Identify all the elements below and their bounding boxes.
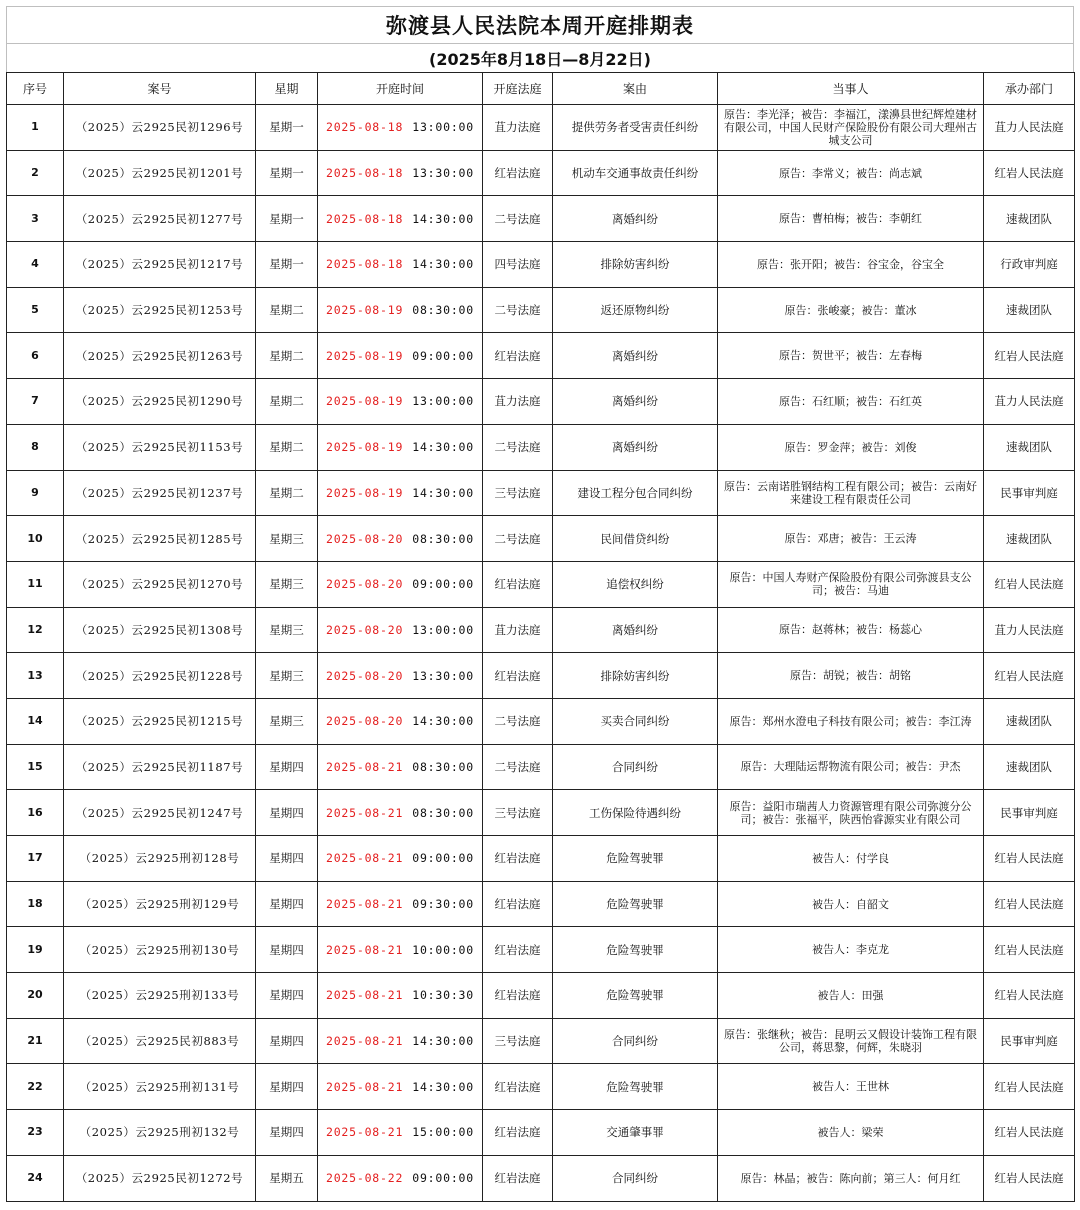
hearing-date: 2025-08-21 <box>325 897 404 912</box>
case-cause-cell: 工伤保险待遇纠纷 <box>553 790 718 836</box>
department-cell: 速裁团队 <box>984 516 1075 562</box>
weekday-cell: 星期四 <box>256 1018 318 1064</box>
hearing-clock-time: 09:00:00 <box>412 851 475 866</box>
case-cause-cell: 合同纠纷 <box>553 1018 718 1064</box>
case-number-cell: （2025）云2925刑初128号 <box>64 836 256 882</box>
row-number-cell: 19 <box>7 927 64 973</box>
department-cell: 民事审判庭 <box>984 790 1075 836</box>
weekday-cell: 星期一 <box>256 196 318 242</box>
hearing-clock-time: 13:30:00 <box>412 668 475 683</box>
table-row <box>7 927 1075 973</box>
header-courtroom: 开庭法庭 <box>483 73 553 105</box>
table-row <box>7 150 1075 196</box>
department-cell: 速裁团队 <box>984 196 1075 242</box>
hearing-time-cell <box>318 287 483 333</box>
hearing-time-cell <box>318 653 483 699</box>
table-row <box>7 881 1075 927</box>
case-number-cell: （2025）云2925刑初130号 <box>64 927 256 973</box>
case-cause-cell: 合同纠纷 <box>553 1155 718 1201</box>
row-number-cell: 21 <box>7 1018 64 1064</box>
weekday-cell: 星期三 <box>256 698 318 744</box>
table-row <box>7 561 1075 607</box>
weekday-cell: 星期四 <box>256 1110 318 1156</box>
weekday-cell: 星期一 <box>256 150 318 196</box>
hearing-clock-time: 14:30:00 <box>412 211 475 226</box>
weekday-cell: 星期四 <box>256 790 318 836</box>
hearing-time-cell <box>318 1064 483 1110</box>
parties-cell: 原告：郑州水澄电子科技有限公司；被告：李江涛 <box>718 698 984 744</box>
hearing-clock-time: 09:00:00 <box>412 1171 475 1186</box>
weekday-cell: 星期四 <box>256 836 318 882</box>
table-row <box>7 1064 1075 1110</box>
hearing-time-cell <box>318 607 483 653</box>
case-number-cell: （2025）云2925民初1228号 <box>64 653 256 699</box>
row-number-cell: 17 <box>7 836 64 882</box>
weekday-cell: 星期三 <box>256 607 318 653</box>
case-number-cell: （2025）云2925民初883号 <box>64 1018 256 1064</box>
courtroom-cell: 二号法庭 <box>483 516 553 562</box>
parties-cell: 原告：益阳市瑞茜人力资源管理有限公司弥渡分公司；被告：张福平，陕西怡睿源实业有限公司 <box>718 790 984 836</box>
case-cause-cell: 追偿权纠纷 <box>553 561 718 607</box>
case-number-cell: （2025）云2925民初1308号 <box>64 607 256 653</box>
parties-cell: 原告：李光泽；被告：李福江，漾濞县世纪辉煌建材有限公司，中国人民财产保险股份有限公司大理州古城支公司 <box>718 105 984 151</box>
hearing-clock-time: 13:00:00 <box>412 394 475 409</box>
parties-cell: 原告：曹柏梅；被告：李朝红 <box>718 196 984 242</box>
case-cause-cell: 排除妨害纠纷 <box>553 653 718 699</box>
hearing-time-cell <box>318 698 483 744</box>
parties-cell: 原告：胡锐；被告：胡铭 <box>718 653 984 699</box>
parties-cell: 原告：邓唐；被告：王云涛 <box>718 516 984 562</box>
courtroom-cell: 三号法庭 <box>483 470 553 516</box>
case-cause-cell: 离婚纠纷 <box>553 379 718 425</box>
department-cell: 红岩人民法庭 <box>984 333 1075 379</box>
hearing-clock-time: 13:00:00 <box>412 120 475 135</box>
case-number-cell: （2025）云2925刑初129号 <box>64 881 256 927</box>
hearing-time-cell <box>318 744 483 790</box>
weekday-cell: 星期一 <box>256 242 318 288</box>
hearing-clock-time: 14:30:00 <box>412 714 475 729</box>
department-cell: 速裁团队 <box>984 287 1075 333</box>
row-number-cell: 3 <box>7 196 64 242</box>
case-number-cell: （2025）云2925民初1272号 <box>64 1155 256 1201</box>
case-number-cell: （2025）云2925民初1153号 <box>64 424 256 470</box>
parties-cell: 原告：张开阳；被告：谷宝金，谷宝全 <box>718 242 984 288</box>
case-number-cell: （2025）云2925刑初132号 <box>64 1110 256 1156</box>
hearing-time-cell <box>318 881 483 927</box>
hearing-time-cell <box>318 379 483 425</box>
weekday-cell: 星期二 <box>256 379 318 425</box>
hearing-clock-time: 14:30:00 <box>412 440 475 455</box>
department-cell: 速裁团队 <box>984 744 1075 790</box>
case-number-cell: （2025）云2925民初1215号 <box>64 698 256 744</box>
parties-cell: 被告人：王世林 <box>718 1064 984 1110</box>
courtroom-cell: 三号法庭 <box>483 1018 553 1064</box>
hearing-time-cell <box>318 790 483 836</box>
case-number-cell: （2025）云2925民初1237号 <box>64 470 256 516</box>
case-number-cell: （2025）云2925民初1290号 <box>64 379 256 425</box>
case-cause-cell: 合同纠纷 <box>553 744 718 790</box>
department-cell: 民事审判庭 <box>984 1018 1075 1064</box>
header-parties: 当事人 <box>718 73 984 105</box>
hearing-clock-time: 14:30:00 <box>412 485 475 500</box>
date-range-subtitle: (2025年8月18日—8月22日) <box>6 43 1074 72</box>
table-row <box>7 607 1075 653</box>
hearing-time-cell <box>318 973 483 1019</box>
hearing-date: 2025-08-21 <box>325 1125 404 1140</box>
row-number-cell: 2 <box>7 150 64 196</box>
weekday-cell: 星期三 <box>256 516 318 562</box>
parties-cell: 原告：贺世平；被告：左春梅 <box>718 333 984 379</box>
table-row <box>7 470 1075 516</box>
hearing-clock-time: 14:30:00 <box>412 1034 475 1049</box>
hearing-clock-time: 14:30:00 <box>412 1079 475 1094</box>
courtroom-cell: 苴力法庭 <box>483 607 553 653</box>
case-cause-cell: 危险驾驶罪 <box>553 973 718 1019</box>
department-cell: 红岩人民法庭 <box>984 836 1075 882</box>
department-cell: 速裁团队 <box>984 698 1075 744</box>
department-cell: 红岩人民法庭 <box>984 1110 1075 1156</box>
weekday-cell: 星期四 <box>256 927 318 973</box>
weekday-cell: 星期二 <box>256 470 318 516</box>
hearing-date: 2025-08-18 <box>325 120 404 135</box>
table-row <box>7 1155 1075 1201</box>
weekday-cell: 星期二 <box>256 333 318 379</box>
hearing-clock-time: 15:00:00 <box>412 1125 475 1140</box>
parties-cell: 原告：云南诺胜钢结构工程有限公司；被告：云南好来建设工程有限责任公司 <box>718 470 984 516</box>
case-cause-cell: 离婚纠纷 <box>553 333 718 379</box>
table-row <box>7 105 1075 151</box>
case-cause-cell: 危险驾驶罪 <box>553 927 718 973</box>
hearing-date: 2025-08-21 <box>325 805 404 820</box>
row-number-cell: 9 <box>7 470 64 516</box>
weekday-cell: 星期四 <box>256 1064 318 1110</box>
hearing-clock-time: 08:30:00 <box>412 303 475 318</box>
case-number-cell: （2025）云2925民初1187号 <box>64 744 256 790</box>
hearing-date: 2025-08-22 <box>325 1171 404 1186</box>
parties-cell: 原告：赵蒋林；被告：杨蕊心 <box>718 607 984 653</box>
hearing-time-cell <box>318 516 483 562</box>
schedule-sheet <box>6 6 1074 1202</box>
row-number-cell: 6 <box>7 333 64 379</box>
case-number-cell: （2025）云2925民初1296号 <box>64 105 256 151</box>
table-header-row <box>7 73 1075 105</box>
hearing-time-cell <box>318 836 483 882</box>
hearing-date: 2025-08-19 <box>325 440 404 455</box>
parties-cell: 原告：张继秋；被告：昆明云又假设计装饰工程有限公司，蒋思黎，何辉，朱晓羽 <box>718 1018 984 1064</box>
department-cell: 民事审判庭 <box>984 470 1075 516</box>
parties-cell: 原告：中国人寿财产保险股份有限公司弥渡县支公司；被告：马迪 <box>718 561 984 607</box>
case-cause-cell: 离婚纠纷 <box>553 424 718 470</box>
case-number-cell: （2025）云2925民初1277号 <box>64 196 256 242</box>
department-cell: 红岩人民法庭 <box>984 881 1075 927</box>
row-number-cell: 4 <box>7 242 64 288</box>
table-row <box>7 333 1075 379</box>
department-cell: 苴力人民法庭 <box>984 379 1075 425</box>
header-cause: 案由 <box>553 73 718 105</box>
table-row <box>7 379 1075 425</box>
hearing-clock-time: 13:30:00 <box>412 166 475 181</box>
row-number-cell: 12 <box>7 607 64 653</box>
hearing-date: 2025-08-18 <box>325 211 404 226</box>
case-cause-cell: 机动车交通事故责任纠纷 <box>553 150 718 196</box>
hearing-clock-time: 10:30:30 <box>412 988 475 1003</box>
hearing-date: 2025-08-19 <box>325 394 404 409</box>
weekday-cell: 星期五 <box>256 1155 318 1201</box>
hearing-time-cell <box>318 561 483 607</box>
row-number-cell: 15 <box>7 744 64 790</box>
hearing-date: 2025-08-20 <box>325 531 404 546</box>
weekday-cell: 星期二 <box>256 287 318 333</box>
case-number-cell: （2025）云2925民初1217号 <box>64 242 256 288</box>
courtroom-cell: 二号法庭 <box>483 287 553 333</box>
hearing-clock-time: 09:30:00 <box>412 897 475 912</box>
parties-cell: 被告人：梁荣 <box>718 1110 984 1156</box>
department-cell: 红岩人民法庭 <box>984 561 1075 607</box>
row-number-cell: 11 <box>7 561 64 607</box>
parties-cell: 被告人：田强 <box>718 973 984 1019</box>
row-number-cell: 14 <box>7 698 64 744</box>
case-cause-cell: 建设工程分包合同纠纷 <box>553 470 718 516</box>
case-cause-cell: 危险驾驶罪 <box>553 1064 718 1110</box>
case-number-cell: （2025）云2925刑初131号 <box>64 1064 256 1110</box>
row-number-cell: 1 <box>7 105 64 151</box>
courtroom-cell: 红岩法庭 <box>483 150 553 196</box>
department-cell: 红岩人民法庭 <box>984 927 1075 973</box>
parties-cell: 被告人：付学良 <box>718 836 984 882</box>
weekday-cell: 星期一 <box>256 105 318 151</box>
weekday-cell: 星期三 <box>256 653 318 699</box>
hearing-date: 2025-08-21 <box>325 988 404 1003</box>
row-number-cell: 20 <box>7 973 64 1019</box>
case-number-cell: （2025）云2925民初1247号 <box>64 790 256 836</box>
parties-cell: 原告：张峻豪；被告：董冰 <box>718 287 984 333</box>
weekday-cell: 星期三 <box>256 561 318 607</box>
header-department: 承办部门 <box>984 73 1075 105</box>
case-cause-cell: 危险驾驶罪 <box>553 836 718 882</box>
row-number-cell: 10 <box>7 516 64 562</box>
case-number-cell: （2025）云2925民初1263号 <box>64 333 256 379</box>
courtroom-cell: 红岩法庭 <box>483 881 553 927</box>
case-cause-cell: 离婚纠纷 <box>553 196 718 242</box>
hearing-date: 2025-08-18 <box>325 166 404 181</box>
case-cause-cell: 民间借贷纠纷 <box>553 516 718 562</box>
table-row <box>7 836 1075 882</box>
courtroom-cell: 红岩法庭 <box>483 1110 553 1156</box>
parties-cell: 原告：李常义；被告：尚志斌 <box>718 150 984 196</box>
case-number-cell: （2025）云2925刑初133号 <box>64 973 256 1019</box>
page-title: 弥渡县人民法院本周开庭排期表 <box>6 6 1074 43</box>
hearing-date: 2025-08-19 <box>325 485 404 500</box>
row-number-cell: 8 <box>7 424 64 470</box>
header-case-number: 案号 <box>64 73 256 105</box>
row-number-cell: 23 <box>7 1110 64 1156</box>
table-row <box>7 242 1075 288</box>
hearing-clock-time: 09:00:00 <box>412 577 475 592</box>
courtroom-cell: 二号法庭 <box>483 698 553 744</box>
header-hearing-time: 开庭时间 <box>318 73 483 105</box>
hearing-date: 2025-08-21 <box>325 942 404 957</box>
table-body <box>7 105 1075 1202</box>
case-cause-cell: 离婚纠纷 <box>553 607 718 653</box>
hearing-date: 2025-08-19 <box>325 303 404 318</box>
case-number-cell: （2025）云2925民初1201号 <box>64 150 256 196</box>
row-number-cell: 18 <box>7 881 64 927</box>
table-row <box>7 1018 1075 1064</box>
department-cell: 苴力人民法庭 <box>984 105 1075 151</box>
department-cell: 苴力人民法庭 <box>984 607 1075 653</box>
row-number-cell: 24 <box>7 1155 64 1201</box>
hearing-clock-time: 08:30:00 <box>412 805 475 820</box>
hearing-date: 2025-08-21 <box>325 1034 404 1049</box>
case-cause-cell: 危险驾驶罪 <box>553 881 718 927</box>
table-row <box>7 287 1075 333</box>
courtroom-cell: 红岩法庭 <box>483 927 553 973</box>
hearing-date: 2025-08-21 <box>325 759 404 774</box>
row-number-cell: 7 <box>7 379 64 425</box>
case-cause-cell: 返还原物纠纷 <box>553 287 718 333</box>
courtroom-cell: 苴力法庭 <box>483 105 553 151</box>
courtroom-cell: 红岩法庭 <box>483 653 553 699</box>
parties-cell: 原告：大理陆运帮物流有限公司；被告：尹杰 <box>718 744 984 790</box>
table-row <box>7 973 1075 1019</box>
row-number-cell: 5 <box>7 287 64 333</box>
hearing-date: 2025-08-20 <box>325 622 404 637</box>
hearing-clock-time: 13:00:00 <box>412 622 475 637</box>
case-number-cell: （2025）云2925民初1270号 <box>64 561 256 607</box>
case-number-cell: （2025）云2925民初1285号 <box>64 516 256 562</box>
case-cause-cell: 排除妨害纠纷 <box>553 242 718 288</box>
hearing-time-cell <box>318 424 483 470</box>
department-cell: 行政审判庭 <box>984 242 1075 288</box>
parties-cell: 被告人：李克龙 <box>718 927 984 973</box>
table-row <box>7 744 1075 790</box>
courtroom-cell: 二号法庭 <box>483 744 553 790</box>
hearing-time-cell <box>318 927 483 973</box>
table-row <box>7 1110 1075 1156</box>
table-row <box>7 790 1075 836</box>
department-cell: 红岩人民法庭 <box>984 1064 1075 1110</box>
parties-cell: 原告：林晶；被告：陈向前；第三人：何月红 <box>718 1155 984 1201</box>
courtroom-cell: 红岩法庭 <box>483 1155 553 1201</box>
hearing-time-cell <box>318 333 483 379</box>
case-number-cell: （2025）云2925民初1253号 <box>64 287 256 333</box>
department-cell: 红岩人民法庭 <box>984 1155 1075 1201</box>
courtroom-cell: 四号法庭 <box>483 242 553 288</box>
hearing-time-cell <box>318 242 483 288</box>
table-row <box>7 698 1075 744</box>
parties-cell: 被告人：自韶文 <box>718 881 984 927</box>
weekday-cell: 星期四 <box>256 973 318 1019</box>
hearing-date: 2025-08-21 <box>325 851 404 866</box>
hearing-clock-time: 09:00:00 <box>412 348 475 363</box>
courtroom-cell: 红岩法庭 <box>483 333 553 379</box>
row-number-cell: 13 <box>7 653 64 699</box>
hearing-date: 2025-08-18 <box>325 257 404 272</box>
courtroom-cell: 红岩法庭 <box>483 561 553 607</box>
department-cell: 速裁团队 <box>984 424 1075 470</box>
hearing-time-cell <box>318 150 483 196</box>
weekday-cell: 星期二 <box>256 424 318 470</box>
department-cell: 红岩人民法庭 <box>984 150 1075 196</box>
hearing-clock-time: 14:30:00 <box>412 257 475 272</box>
table-row <box>7 196 1075 242</box>
hearing-time-cell <box>318 105 483 151</box>
department-cell: 红岩人民法庭 <box>984 973 1075 1019</box>
hearing-time-cell <box>318 470 483 516</box>
table-row <box>7 653 1075 699</box>
table-row <box>7 516 1075 562</box>
hearing-date: 2025-08-19 <box>325 348 404 363</box>
hearing-date: 2025-08-21 <box>325 1079 404 1094</box>
schedule-table <box>6 72 1075 1202</box>
case-cause-cell: 买卖合同纠纷 <box>553 698 718 744</box>
header-no: 序号 <box>7 73 64 105</box>
row-number-cell: 22 <box>7 1064 64 1110</box>
case-cause-cell: 提供劳务者受害责任纠纷 <box>553 105 718 151</box>
courtroom-cell: 二号法庭 <box>483 424 553 470</box>
weekday-cell: 星期四 <box>256 881 318 927</box>
parties-cell: 原告：石红顺；被告：石红英 <box>718 379 984 425</box>
hearing-time-cell <box>318 1110 483 1156</box>
hearing-time-cell <box>318 196 483 242</box>
hearing-date: 2025-08-20 <box>325 668 404 683</box>
weekday-cell: 星期四 <box>256 744 318 790</box>
hearing-time-cell <box>318 1018 483 1064</box>
hearing-clock-time: 08:30:00 <box>412 759 475 774</box>
header-weekday: 星期 <box>256 73 318 105</box>
case-cause-cell: 交通肇事罪 <box>553 1110 718 1156</box>
department-cell: 红岩人民法庭 <box>984 653 1075 699</box>
courtroom-cell: 三号法庭 <box>483 790 553 836</box>
table-row <box>7 424 1075 470</box>
courtroom-cell: 红岩法庭 <box>483 973 553 1019</box>
courtroom-cell: 红岩法庭 <box>483 1064 553 1110</box>
hearing-clock-time: 10:00:00 <box>412 942 475 957</box>
row-number-cell: 16 <box>7 790 64 836</box>
hearing-time-cell <box>318 1155 483 1201</box>
courtroom-cell: 红岩法庭 <box>483 836 553 882</box>
courtroom-cell: 二号法庭 <box>483 196 553 242</box>
hearing-date: 2025-08-20 <box>325 714 404 729</box>
hearing-date: 2025-08-20 <box>325 577 404 592</box>
courtroom-cell: 苴力法庭 <box>483 379 553 425</box>
hearing-clock-time: 08:30:00 <box>412 531 475 546</box>
parties-cell: 原告：罗金萍；被告：刘俊 <box>718 424 984 470</box>
